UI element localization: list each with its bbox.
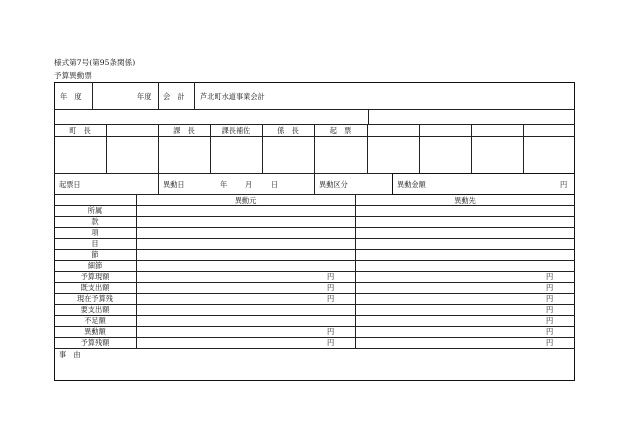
table-row-rule: [54, 282, 575, 283]
draft-date-label: 起票日: [59, 180, 81, 189]
table-row-label: 既支出額: [80, 283, 110, 292]
reason-label: 事 由: [59, 350, 81, 359]
transfer-date-day: 日: [271, 180, 279, 189]
rule-row1-v3: [194, 82, 195, 109]
table-row-rule: [54, 216, 575, 217]
transfer-amount-yen: 円: [560, 180, 568, 189]
stamp-label-subsection-chief: 係 長: [277, 126, 299, 135]
table-row-label: 要支出額: [80, 305, 110, 314]
fiscal-year-label: 年 度: [60, 92, 82, 101]
table-row-rule: [54, 227, 575, 228]
table-row-rule: [54, 348, 575, 349]
source-yen: 円: [327, 294, 335, 303]
table-row-label: 節: [91, 250, 99, 259]
rule-table-v2: [355, 194, 356, 348]
destination-yen: 円: [546, 283, 554, 292]
rule-row1-v1: [92, 82, 93, 109]
destination-yen: 円: [546, 338, 554, 347]
destination-yen: 円: [546, 316, 554, 325]
stamp-label-assistant-chief: 課長補佐: [221, 126, 251, 135]
table-row-rule: [54, 238, 575, 239]
source-yen: 円: [327, 338, 335, 347]
destination-yen: 円: [546, 305, 554, 314]
rule-stamp-v9: [523, 124, 524, 173]
table-row-rule: [54, 315, 575, 316]
destination-yen: 円: [546, 272, 554, 281]
transfer-date-year: 年: [220, 180, 228, 189]
rule-stamp-v1: [106, 124, 107, 173]
table-row-rule: [54, 337, 575, 338]
destination-yen: 円: [546, 327, 554, 336]
rule-row1-v2: [158, 82, 159, 109]
rule-stamp-v6: [367, 124, 368, 173]
stamp-label-drafter: 起 票: [329, 126, 352, 135]
table-row-label: 項: [91, 228, 99, 237]
table-row-rule: [54, 249, 575, 250]
source-yen: 円: [327, 283, 335, 292]
transfer-date-month: 月: [245, 180, 253, 189]
rule-stamp-v8: [471, 124, 472, 173]
table-row-rule: [54, 326, 575, 327]
transfer-type-label: 異動区分: [319, 180, 348, 189]
transfer-amount-label: 異動金額: [397, 180, 426, 189]
table-row-label: 現在予算残: [77, 294, 113, 303]
rule-table-header-bottom: [54, 205, 575, 206]
account-value: 芦北町水道事業会計: [200, 92, 265, 101]
transfer-date-label: 異動日: [163, 180, 185, 189]
rule-dates-v2: [314, 173, 315, 194]
table-row-label: 不足額: [84, 316, 106, 325]
table-row-label: 細節: [87, 261, 103, 270]
column-source: 異動元: [234, 196, 257, 205]
table-row-label: 目: [91, 239, 99, 248]
stamp-label-section-chief: 課 長: [173, 126, 195, 135]
source-yen: 円: [327, 272, 335, 281]
form-title: 予算異動票: [54, 71, 92, 80]
table-row-label: 予算現額: [80, 272, 110, 281]
table-row-rule: [54, 260, 575, 261]
destination-yen: 円: [546, 294, 554, 303]
form-number: 様式第7号(第95条関係): [54, 58, 136, 67]
rule-stamp-v7: [419, 124, 420, 173]
table-row-rule: [54, 271, 575, 272]
source-yen: 円: [327, 327, 335, 336]
table-row-rule: [54, 304, 575, 305]
table-row-label: 款: [91, 217, 99, 226]
table-row-label: 予算残額: [80, 338, 110, 347]
rule-dates-v1: [158, 173, 159, 194]
fiscal-year-suffix: 年度: [137, 92, 152, 101]
rule-spacer-v: [368, 109, 369, 124]
rule-row1-bottom: [54, 109, 575, 110]
table-row-rule: [54, 293, 575, 294]
account-label: 会 計: [163, 92, 185, 101]
table-row-label: 所属: [87, 206, 103, 215]
rule-table-v1: [136, 194, 137, 348]
table-row-label: 異動額: [84, 327, 106, 336]
stamp-label-mayor: 町 長: [69, 126, 91, 135]
column-destination: 異動先: [454, 196, 476, 205]
